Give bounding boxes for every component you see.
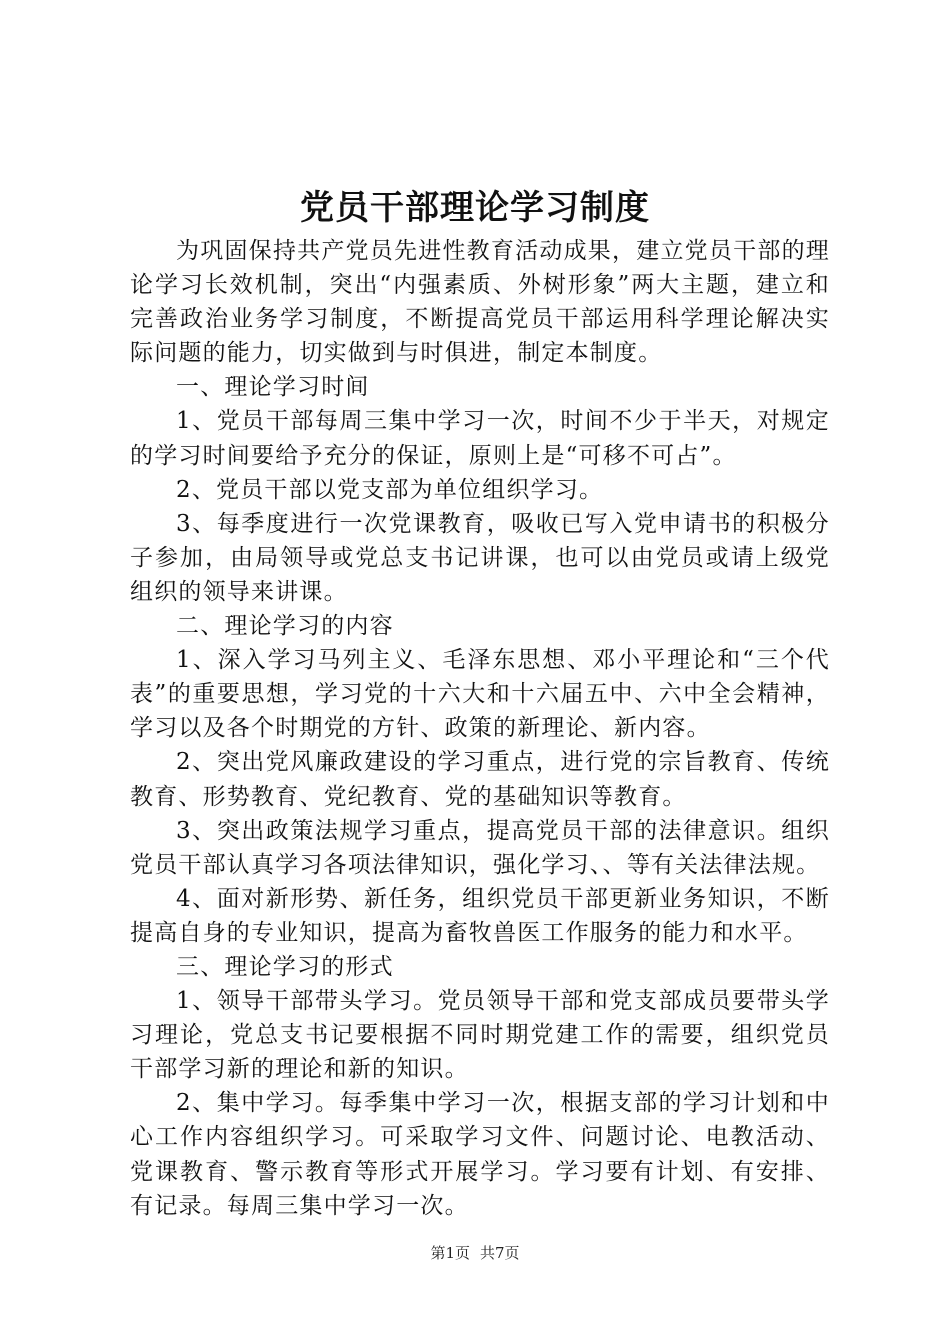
paragraph: 1、党员干部每周三集中学习一次，时间不少于半天，对规定的学习时间要给予充分的保证，原则上是“可移不可占”。 [130, 408, 830, 469]
document-body [130, 234, 830, 1223]
page-footer [0, 1242, 950, 1264]
paragraph: 3、每季度进行一次党课教育，吸收已写入党申请书的积极分子参加，由局领导或党总支书记讲课，也可以由党员或请上级党组织的领导来讲课。 [130, 510, 830, 605]
paragraph: 2、党员干部以党支部为单位组织学习。 [176, 476, 604, 503]
section-heading-study-time: 一、理论学习时间 [176, 374, 370, 401]
document-title: 党员干部理论学习制度 [300, 188, 650, 228]
page-number: 第1页 [430, 1244, 470, 1262]
page-total: 共7页 [480, 1244, 520, 1262]
paragraph: 2、集中学习。每季集中学习一次，根据支部的学习计划和中心工作内容组织学习。可采取学习文件、问题讨论、电教活动、党课教育、警示教育等形式开展学习。学习要有计划、有安排、有记录。每周三集中学习一次。 [130, 1090, 830, 1219]
paragraph: 1、深入学习马列主义、毛泽东思想、邓小平理论和“三个代表”的重要思想，学习党的十六大和十六届五中、六中全会精神，学习以及各个时期党的方针、政策的新理论、新内容。 [130, 647, 830, 742]
section-heading-study-content: 二、理论学习的内容 [176, 613, 394, 640]
paragraph: 4、面对新形势、新任务，组织党员干部更新业务知识，不断提高自身的专业知识，提高为畜牧兽医工作服务的能力和水平。 [130, 885, 830, 946]
paragraph: 3、突出政策法规学习重点，提高党员干部的法律意识。组织党员干部认真学习各项法律知识，强化学习、、等有关法律法规。 [130, 817, 830, 878]
intro-paragraph: 为巩固保持共产党员先进性教育活动成果，建立党员干部的理论学习长效机制，突出“内强素质、外树形象”两大主题，建立和完善政治业务学习制度，不断提高党员干部运用科学理论解决实际问题的能力，切实做到与时俱进，制定本制度。 [130, 238, 830, 367]
paragraph: 1、领导干部带头学习。党员领导干部和党支部成员要带头学习理论，党总支书记要根据不同时期党建工作的需要，组织党员干部学习新的理论和新的知识。 [130, 988, 830, 1083]
paragraph: 2、突出党风廉政建设的学习重点，进行党的宗旨教育、传统教育、形势教育、党纪教育、党的基础知识等教育。 [130, 749, 830, 810]
section-heading-study-form: 三、理论学习的形式 [176, 953, 394, 980]
